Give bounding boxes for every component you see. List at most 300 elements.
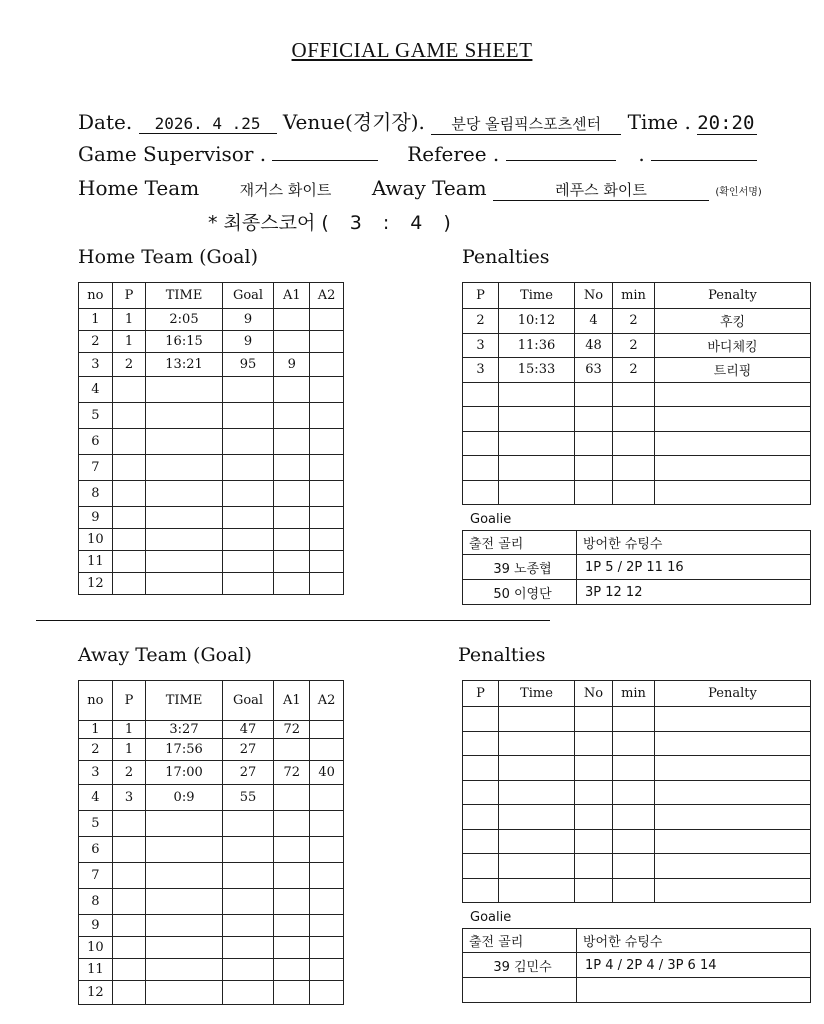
away-penalties-cell[interactable] [613,731,655,756]
away-penalties-cell[interactable] [655,756,811,781]
away-goal-header-4: A1 [274,681,310,721]
home-goal-cell[interactable] [112,529,146,551]
home-goal-cell[interactable] [146,529,222,551]
home-penalties-cell[interactable] [655,456,811,481]
table-row [463,878,811,903]
table-row [463,580,811,605]
home-penalties-cell[interactable] [613,407,655,432]
away-goal-cell[interactable] [112,981,146,1005]
home-penalties-cell[interactable]: 트리핑 [655,358,811,383]
away-goal-cell[interactable]: 1 [112,739,146,761]
away-penalties-cell[interactable] [613,829,655,854]
away-goalie-cell[interactable] [463,978,577,1003]
away-goal-cell[interactable]: 72 [274,721,310,739]
home-goal-cell[interactable] [274,529,310,551]
away-goal-cell[interactable] [146,937,222,959]
away-goal-cell[interactable] [222,981,274,1005]
away-goal-cell[interactable] [222,889,274,915]
away-penalties-cell[interactable] [499,707,575,732]
away-goal-cell[interactable] [112,889,146,915]
away-penalties-cell[interactable] [463,878,499,903]
home-goalie-cell[interactable]: 1P 5 / 2P 11 16 [577,555,811,580]
home-goal-cell[interactable]: 16:15 [146,331,222,353]
home-goal-cell[interactable] [222,455,274,481]
home-goal-cell[interactable] [310,377,344,403]
home-goal-cell[interactable]: 6 [79,429,113,455]
home-goal-cell[interactable] [274,331,310,353]
table-row [463,555,811,580]
home-penalties-cell[interactable]: 2 [613,309,655,334]
home-goalie-cell[interactable]: 50 이영단 [463,580,577,605]
away-goal-cell[interactable]: 17:00 [146,761,222,785]
home-goal-table [78,282,344,595]
home-penalties-table [462,282,811,505]
away-penalties-cell[interactable] [499,731,575,756]
away-goal-cell[interactable] [146,811,222,837]
home-goal-cell[interactable] [222,551,274,573]
home-penalties-cell[interactable] [655,382,811,407]
away-penalties-cell[interactable] [463,829,499,854]
home-goal-cell[interactable] [146,377,222,403]
away-goal-cell[interactable]: 0:9 [146,785,222,811]
home-penalties-cell[interactable] [575,456,613,481]
home-penalties-cell[interactable] [499,407,575,432]
away-goal-cell[interactable] [112,937,146,959]
away-penalties-cell[interactable] [575,731,613,756]
home-goal-cell[interactable]: 9 [222,331,274,353]
home-penalties-cell[interactable] [655,431,811,456]
away-penalties-cell[interactable] [463,854,499,879]
home-goal-cell[interactable] [274,455,310,481]
table-row [463,382,811,407]
away-goal-cell[interactable]: 8 [79,889,113,915]
away-penalties-cell[interactable] [575,756,613,781]
away-goal-cell[interactable]: 1 [112,721,146,739]
table-row [79,573,344,595]
away-goalie-cell[interactable] [577,978,811,1003]
away-goal-title: Away Team (Goal) [78,644,252,666]
home-goal-cell[interactable]: 9 [274,353,310,377]
home-goal-cell[interactable] [146,481,222,507]
time-value: 20:20 [697,112,757,135]
away-goal-cell[interactable] [310,937,344,959]
home-penalties-title: Penalties [462,246,550,268]
away-penalties-cell[interactable] [575,707,613,732]
away-goal-cell[interactable]: 2 [112,761,146,785]
away-goal-cell[interactable] [112,863,146,889]
home-penalties-cell[interactable] [499,382,575,407]
home-goal-cell[interactable] [274,377,310,403]
away-goal-cell[interactable] [310,981,344,1005]
away-goal-cell[interactable]: 2 [79,739,113,761]
date-label: Date. [78,110,133,134]
away-goal-cell[interactable] [310,721,344,739]
home-goal-cell[interactable] [222,529,274,551]
away-goal-cell[interactable] [310,915,344,937]
away-goal-cell[interactable] [112,811,146,837]
home-goal-cell[interactable]: 95 [222,353,274,377]
home-goal-cell[interactable] [310,331,344,353]
home-goalie-label: Goalie [470,512,512,527]
home-goal-cell[interactable] [222,403,274,429]
away-goal-cell[interactable]: 4 [79,785,113,811]
away-goal-cell[interactable] [274,837,310,863]
home-goal-cell[interactable] [310,481,344,507]
home-goal-cell[interactable] [310,507,344,529]
away-penalties-cell[interactable] [575,829,613,854]
away-penalties-cell[interactable] [499,805,575,830]
away-goal-cell[interactable]: 27 [222,739,274,761]
home-penalties-cell[interactable]: 3 [463,358,499,383]
home-penalties-cell[interactable] [655,480,811,505]
time-label: Time . [627,110,691,134]
home-goal-cell[interactable] [112,573,146,595]
away-penalties-cell[interactable] [463,780,499,805]
home-goalie-cell[interactable]: 3P 12 12 [577,580,811,605]
home-penalties-cell[interactable] [575,431,613,456]
home-goal-header-1: P [112,283,146,309]
away-penalties-cell[interactable] [575,854,613,879]
away-goal-cell[interactable] [274,981,310,1005]
away-goal-cell[interactable] [222,863,274,889]
away-goalie-cell[interactable]: 1P 4 / 2P 4 / 3P 6 14 [577,953,811,978]
supervisor-field [272,142,378,161]
home-goalie-cell[interactable]: 39 노종협 [463,555,577,580]
away-goal-cell[interactable] [274,915,310,937]
away-goal-cell[interactable] [222,811,274,837]
table-row [463,407,811,432]
home-goal-cell[interactable] [310,573,344,595]
away-goal-cell[interactable] [274,959,310,981]
away-goalie-label: Goalie [470,910,512,925]
away-penalties-cell[interactable] [613,805,655,830]
home-goal-cell[interactable] [146,429,222,455]
away-goal-cell[interactable] [146,863,222,889]
away-penalties-header-1: Time [499,681,575,707]
home-goal-cell[interactable] [112,429,146,455]
sign-note: (확인서명) [715,187,762,198]
home-goal-cell[interactable]: 11 [79,551,113,573]
away-goal-header-2: TIME [146,681,222,721]
home-penalties-cell[interactable]: 후킹 [655,309,811,334]
away-goal-cell[interactable] [310,863,344,889]
away-goal-cell[interactable]: 47 [222,721,274,739]
away-penalties-cell[interactable] [655,829,811,854]
away-penalties-header-0: P [463,681,499,707]
home-goal-cell[interactable] [274,573,310,595]
home-goal-cell[interactable]: 12 [79,573,113,595]
home-penalties-header-0: P [463,283,499,309]
away-team-label: Away Team [371,176,487,200]
away-penalties-cell[interactable] [655,731,811,756]
away-goal-cell[interactable]: 40 [310,761,344,785]
home-penalties-cell[interactable]: 15:33 [499,358,575,383]
away-penalties-cell[interactable] [499,854,575,879]
home-goal-cell[interactable]: 7 [79,455,113,481]
away-goal-cell[interactable] [274,739,310,761]
home-goal-cell[interactable] [274,507,310,529]
home-penalties-cell[interactable] [463,382,499,407]
table-row [79,309,344,331]
table-row [463,829,811,854]
home-goal-header-5: A2 [310,283,344,309]
home-goal-cell[interactable] [146,551,222,573]
away-goal-cell[interactable] [310,811,344,837]
away-goal-cell[interactable] [274,785,310,811]
home-penalties-cell[interactable]: 바디체킹 [655,333,811,358]
table-row [463,854,811,879]
away-penalties-cell[interactable] [613,756,655,781]
home-goal-cell[interactable]: 9 [222,309,274,331]
home-goalie-table [462,530,811,605]
home-penalties-cell[interactable]: 11:36 [499,333,575,358]
home-penalties-cell[interactable]: 2 [613,333,655,358]
home-goal-cell[interactable]: 9 [79,507,113,529]
table-row [79,429,344,455]
home-goal-cell[interactable] [222,377,274,403]
away-goal-cell[interactable]: 3:27 [146,721,222,739]
table-row [79,551,344,573]
away-goal-cell[interactable]: 1 [79,721,113,739]
away-goal-cell[interactable] [112,959,146,981]
away-goal-cell[interactable] [146,981,222,1005]
home-goal-cell[interactable]: 8 [79,481,113,507]
away-penalties-cell[interactable] [499,756,575,781]
home-goal-cell[interactable] [310,403,344,429]
home-goal-cell[interactable]: 2 [112,353,146,377]
home-goal-cell[interactable]: 10 [79,529,113,551]
home-penalties-cell[interactable]: 48 [575,333,613,358]
away-penalties-cell[interactable] [655,878,811,903]
home-goal-header-4: A1 [274,283,310,309]
table-row [79,811,344,837]
away-penalties-cell[interactable] [575,878,613,903]
away-penalties-cell[interactable] [613,780,655,805]
table-row [79,331,344,353]
away-penalties-cell[interactable] [655,805,811,830]
home-penalties-cell[interactable] [575,407,613,432]
home-goal-cell[interactable] [222,573,274,595]
away-penalties-cell[interactable] [655,780,811,805]
home-penalties-cell[interactable] [613,480,655,505]
away-goal-cell[interactable] [146,959,222,981]
home-goal-cell[interactable]: 3 [79,353,113,377]
away-goal-cell[interactable]: 7 [79,863,113,889]
score-close: ) [443,212,451,234]
away-goal-cell[interactable]: 11 [79,959,113,981]
home-goal-cell[interactable] [310,455,344,481]
home-goal-cell[interactable]: 2:05 [146,309,222,331]
score-away: 4 [410,212,423,234]
away-goal-cell[interactable] [146,837,222,863]
away-goal-cell[interactable] [146,889,222,915]
home-penalties-cell[interactable] [575,382,613,407]
away-goalie-header-0: 출전 골리 [463,929,577,953]
table-row [463,456,811,481]
home-goal-cell[interactable]: 1 [112,309,146,331]
referee-field-1 [506,142,616,161]
home-goal-cell[interactable] [310,529,344,551]
table-row [79,837,344,863]
home-goal-cell[interactable] [112,403,146,429]
home-penalties-cell[interactable] [613,456,655,481]
away-goal-cell[interactable] [146,915,222,937]
away-goal-cell[interactable]: 6 [79,837,113,863]
home-penalties-cell[interactable] [655,407,811,432]
away-penalties-cell[interactable] [499,878,575,903]
away-penalties-cell[interactable] [463,756,499,781]
away-goal-cell[interactable] [310,837,344,863]
home-penalties-cell[interactable]: 4 [575,309,613,334]
home-penalties-cell[interactable] [463,456,499,481]
home-penalties-cell[interactable] [499,480,575,505]
home-goal-cell[interactable] [274,403,310,429]
away-goal-cell[interactable]: 9 [79,915,113,937]
home-goal-cell[interactable] [274,309,310,331]
table-row [79,721,344,739]
table-row [463,431,811,456]
venue-value: 분당 올림픽스포츠센터 [431,113,621,135]
home-goal-cell[interactable] [112,551,146,573]
home-penalties-cell[interactable]: 2 [463,309,499,334]
away-goal-cell[interactable]: 10 [79,937,113,959]
away-goal-cell[interactable]: 3 [112,785,146,811]
away-goal-cell[interactable] [274,863,310,889]
home-penalties-cell[interactable] [463,431,499,456]
away-penalties-cell[interactable] [463,731,499,756]
table-row [79,481,344,507]
away-goal-cell[interactable] [222,937,274,959]
home-goal-cell[interactable] [274,429,310,455]
home-goal-cell[interactable] [310,429,344,455]
home-goal-cell[interactable] [146,507,222,529]
home-penalties-header-3: min [613,283,655,309]
home-penalties-cell[interactable] [463,407,499,432]
table-row [463,780,811,805]
home-penalties-cell[interactable]: 63 [575,358,613,383]
final-score [208,208,451,235]
home-goal-cell[interactable] [274,481,310,507]
home-goal-cell[interactable] [146,455,222,481]
away-penalties-cell[interactable] [499,829,575,854]
home-goal-cell[interactable] [310,309,344,331]
home-penalties-cell[interactable]: 10:12 [499,309,575,334]
away-goal-cell[interactable] [222,837,274,863]
table-row [79,937,344,959]
home-goal-cell[interactable] [112,455,146,481]
home-penalties-cell[interactable]: 2 [613,358,655,383]
table-row [79,889,344,915]
away-goal-cell[interactable]: 55 [222,785,274,811]
home-goal-cell[interactable]: 1 [112,331,146,353]
home-goal-cell[interactable]: 13:21 [146,353,222,377]
table-row [79,739,344,761]
away-goal-table [78,680,344,1005]
supervisor-label: Game Supervisor . [78,142,267,166]
away-penalties-cell[interactable] [613,707,655,732]
home-goal-cell[interactable]: 5 [79,403,113,429]
home-goal-header-3: Goal [222,283,274,309]
section-divider [36,620,550,621]
away-penalties-cell[interactable] [575,805,613,830]
home-goal-cell[interactable] [310,353,344,377]
home-penalties-cell[interactable] [499,431,575,456]
home-goal-cell[interactable] [146,573,222,595]
home-goal-cell[interactable] [222,481,274,507]
home-penalties-cell[interactable]: 3 [463,333,499,358]
table-row [79,863,344,889]
home-goal-cell[interactable] [112,377,146,403]
home-goal-cell[interactable] [112,507,146,529]
away-goal-cell[interactable] [274,937,310,959]
away-goal-cell[interactable]: 12 [79,981,113,1005]
home-goal-cell[interactable] [222,429,274,455]
away-penalties-cell[interactable] [613,878,655,903]
home-penalties-cell[interactable] [613,382,655,407]
away-goal-cell[interactable] [310,889,344,915]
table-row [79,785,344,811]
home-goalie-header-1: 방어한 슈팅수 [577,531,811,555]
away-goal-header-3: Goal [222,681,274,721]
away-penalties-cell[interactable] [655,707,811,732]
referee-label: Referee . [407,142,500,166]
away-goal-cell[interactable] [222,959,274,981]
home-penalties-cell[interactable] [613,431,655,456]
away-goal-cell[interactable]: 27 [222,761,274,785]
home-goal-cell[interactable]: 4 [79,377,113,403]
away-goal-cell[interactable]: 17:56 [146,739,222,761]
home-goal-cell[interactable]: 1 [79,309,113,331]
table-row [79,915,344,937]
away-penalties-cell[interactable] [499,780,575,805]
away-goal-cell[interactable]: 3 [79,761,113,785]
away-penalties-header-3: min [613,681,655,707]
away-goal-cell[interactable] [310,739,344,761]
home-goal-cell[interactable] [274,551,310,573]
away-penalties-cell[interactable] [463,707,499,732]
away-goal-cell[interactable]: 5 [79,811,113,837]
away-goal-cell[interactable] [112,915,146,937]
away-goal-cell[interactable] [310,959,344,981]
final-score-label: * 최종스코어 ( [208,212,329,234]
away-goal-cell[interactable] [310,785,344,811]
away-penalties-cell[interactable] [613,854,655,879]
home-penalties-cell[interactable] [575,480,613,505]
home-goal-cell[interactable]: 2 [79,331,113,353]
table-row [79,353,344,377]
home-penalties-cell[interactable] [463,480,499,505]
home-goalie-header-0: 출전 골리 [463,531,577,555]
away-penalties-cell[interactable] [463,805,499,830]
away-goal-cell[interactable] [274,811,310,837]
away-penalties-cell[interactable] [655,854,811,879]
away-goalie-cell[interactable]: 39 김민수 [463,953,577,978]
away-goal-cell[interactable] [112,837,146,863]
referee-dot: . [638,142,645,166]
home-goal-cell[interactable] [112,481,146,507]
away-goal-cell[interactable]: 72 [274,761,310,785]
home-goal-cell[interactable] [310,551,344,573]
home-penalties-header-1: Time [499,283,575,309]
away-penalties-title: Penalties [458,644,546,666]
away-penalties-cell[interactable] [575,780,613,805]
home-goal-cell[interactable] [222,507,274,529]
home-goal-cell[interactable] [146,403,222,429]
away-goal-header-0: no [79,681,113,721]
home-penalties-cell[interactable] [499,456,575,481]
away-goal-cell[interactable] [274,889,310,915]
away-goal-cell[interactable] [222,915,274,937]
